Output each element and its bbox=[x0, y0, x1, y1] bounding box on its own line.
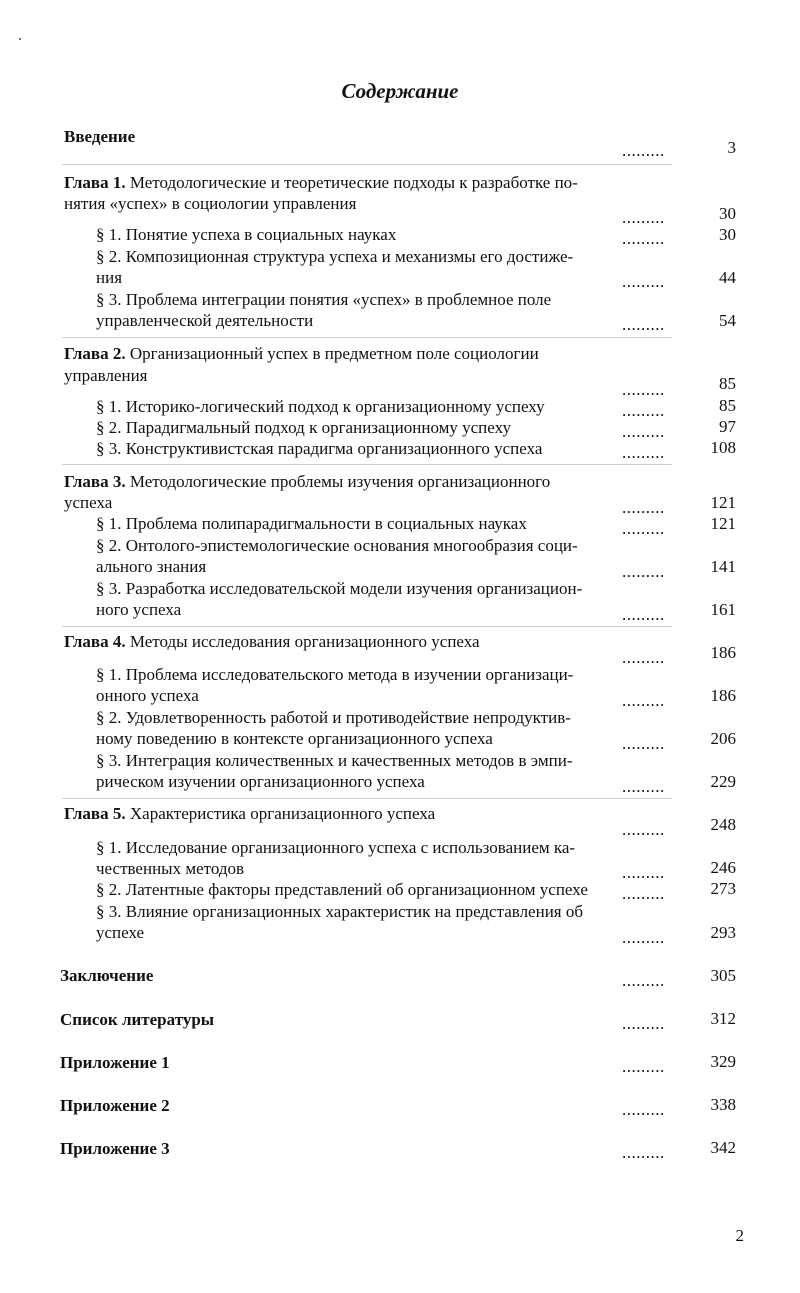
section-entry-cont: ального знания bbox=[96, 557, 207, 576]
scan-speck bbox=[19, 38, 21, 40]
page-ref: 121 bbox=[710, 493, 736, 512]
leader-dots: ......... bbox=[622, 648, 665, 667]
section-entry: § 1. Историко-логический подход к организационному успеху bbox=[96, 397, 545, 416]
leader-dots: ......... bbox=[622, 443, 665, 462]
chapter-label: Глава 4. bbox=[64, 632, 126, 651]
leader-dots: ......... bbox=[622, 422, 665, 441]
chapter-heading bbox=[64, 471, 550, 493]
leader-dots: ......... bbox=[622, 562, 665, 581]
leader-dots: ......... bbox=[622, 272, 665, 291]
intro-label: Введение bbox=[64, 127, 136, 146]
page-ref: 246 bbox=[710, 858, 736, 877]
page-ref: 30 bbox=[719, 225, 736, 244]
page-ref: 44 bbox=[719, 268, 736, 287]
section-entry: § 2. Латентные факторы представлений об организационном успехе bbox=[96, 880, 588, 899]
chapter-label: Глава 5. bbox=[64, 804, 126, 823]
page-ref: 3 bbox=[727, 138, 736, 157]
section-entry: § 2. Парадигмальный подход к организационному успеху bbox=[96, 418, 511, 437]
chapter-title: Методологические проблемы изучения организационного bbox=[129, 472, 551, 491]
chapter-heading bbox=[64, 343, 539, 365]
leader-dots: ......... bbox=[622, 820, 665, 839]
page-ref: 85 bbox=[719, 396, 736, 415]
leader-dots: ......... bbox=[622, 315, 665, 334]
section-entry: § 3. Влияние организационных характеристик на представления об bbox=[96, 902, 584, 921]
leader-dots: ......... bbox=[622, 141, 665, 160]
leader-dots: ......... bbox=[622, 777, 665, 796]
leader-dots: ......... bbox=[622, 1057, 665, 1076]
chapter-title: Организационный успех в предметном поле социологии bbox=[129, 344, 539, 363]
chapter-label: Глава 2. bbox=[64, 344, 126, 363]
section-entry: § 2. Удовлетворенность работой и противодействие непродуктив- bbox=[96, 708, 571, 727]
section-entry: § 1. Исследование организационного успеха с использованием ка- bbox=[96, 838, 576, 857]
page-ref: 329 bbox=[710, 1052, 736, 1071]
page-ref: 161 bbox=[710, 600, 736, 619]
leader-dots: ......... bbox=[622, 401, 665, 420]
section-entry: § 1. Понятие успеха в социальных науках bbox=[96, 225, 397, 244]
page-ref: 293 bbox=[710, 923, 736, 942]
leader-dots: ......... bbox=[622, 1014, 665, 1033]
page-ref: 229 bbox=[710, 772, 736, 791]
toc-appendix-2: Приложение 2 bbox=[60, 1096, 170, 1115]
page-ref: 85 bbox=[719, 374, 736, 393]
leader-dots: ......... bbox=[622, 519, 665, 538]
chapter-heading bbox=[64, 803, 435, 825]
chapter-title-cont: управления bbox=[64, 366, 148, 385]
section-entry-cont: рическом изучении организационного успеха bbox=[96, 772, 425, 791]
leader-dots: ......... bbox=[622, 734, 665, 753]
section-entry-cont: успехе bbox=[96, 923, 145, 942]
page-ref: 141 bbox=[710, 557, 736, 576]
section-entry: § 2. Онтолого-эпистемологические основания многообразия соци- bbox=[96, 536, 578, 555]
divider bbox=[62, 164, 672, 165]
page-ref: 273 bbox=[710, 879, 736, 898]
page-ref: 305 bbox=[710, 966, 736, 985]
leader-dots: ......... bbox=[622, 971, 665, 990]
toc-appendix-1: Приложение 1 bbox=[60, 1053, 170, 1072]
section-entry: § 3. Интеграция количественных и качественных методов в эмпи- bbox=[96, 751, 573, 770]
leader-dots: ......... bbox=[622, 229, 665, 248]
toc-bibliography: Список литературы bbox=[60, 1010, 215, 1029]
chapter-heading bbox=[64, 631, 480, 653]
page-number: 2 bbox=[735, 1226, 744, 1245]
divider bbox=[62, 464, 672, 465]
chapter-title-cont: успеха bbox=[64, 493, 113, 512]
section-entry: § 1. Проблема полипарадигмальности в социальных науках bbox=[96, 514, 527, 533]
chapter-label: Глава 3. bbox=[64, 472, 126, 491]
section-entry-cont: ному поведению в контексте организационного успеха bbox=[96, 729, 493, 748]
page-ref: 30 bbox=[719, 204, 736, 223]
page-ref: 312 bbox=[710, 1009, 736, 1028]
section-entry-cont: ного успеха bbox=[96, 600, 182, 619]
leader-dots: ......... bbox=[622, 928, 665, 947]
leader-dots: ......... bbox=[622, 884, 665, 903]
leader-dots: ......... bbox=[622, 1100, 665, 1119]
divider bbox=[62, 798, 672, 799]
chapter-title: Методологические и теоретические подходы к разработке по- bbox=[129, 173, 578, 192]
chapter-label: Глава 1. bbox=[64, 173, 126, 192]
page-ref: 186 bbox=[710, 686, 736, 705]
section-entry: § 2. Композиционная структура успеха и механизмы его достиже- bbox=[96, 247, 574, 266]
section-entry-cont: ния bbox=[96, 268, 123, 287]
page-title: Содержание bbox=[341, 79, 459, 103]
chapter-title-cont: нятия «успех» в социологии управления bbox=[64, 194, 357, 213]
page-ref: 54 bbox=[719, 311, 736, 330]
leader-dots: ......... bbox=[622, 498, 665, 517]
section-entry-cont: онного успеха bbox=[96, 686, 199, 705]
page-ref: 121 bbox=[710, 514, 736, 533]
chapter-heading bbox=[64, 172, 578, 194]
section-entry: § 3. Конструктивистская парадигма организационного успеха bbox=[96, 439, 543, 458]
section-entry: § 3. Разработка исследовательской модели изучения организацион- bbox=[96, 579, 583, 598]
toc-conclusion: Заключение bbox=[60, 966, 154, 985]
page-ref: 186 bbox=[710, 643, 736, 662]
page-ref: 206 bbox=[710, 729, 736, 748]
page-ref: 338 bbox=[710, 1095, 736, 1114]
section-entry: § 1. Проблема исследовательского метода в изучении организаци- bbox=[96, 665, 574, 684]
page-ref: 342 bbox=[710, 1138, 736, 1157]
leader-dots: ......... bbox=[622, 1143, 665, 1162]
section-entry-cont: чественных методов bbox=[96, 859, 245, 878]
chapter-title: Методы исследования организационного успеха bbox=[129, 632, 480, 651]
toc-intro bbox=[64, 126, 135, 148]
leader-dots: ......... bbox=[622, 605, 665, 624]
page-ref: 108 bbox=[710, 438, 736, 457]
page-ref: 97 bbox=[719, 417, 736, 436]
page-ref: 248 bbox=[710, 815, 736, 834]
chapter-title: Характеристика организационного успеха bbox=[129, 804, 436, 823]
leader-dots: ......... bbox=[622, 863, 665, 882]
section-entry: § 3. Проблема интеграции понятия «успех» в проблемное поле bbox=[96, 290, 552, 309]
divider bbox=[62, 626, 672, 627]
leader-dots: ......... bbox=[622, 208, 665, 227]
leader-dots: ......... bbox=[622, 691, 665, 710]
leader-dots: ......... bbox=[622, 380, 665, 399]
toc-appendix-3: Приложение 3 bbox=[60, 1139, 170, 1158]
divider bbox=[62, 337, 672, 338]
section-entry-cont: управленческой деятельности bbox=[96, 311, 314, 330]
